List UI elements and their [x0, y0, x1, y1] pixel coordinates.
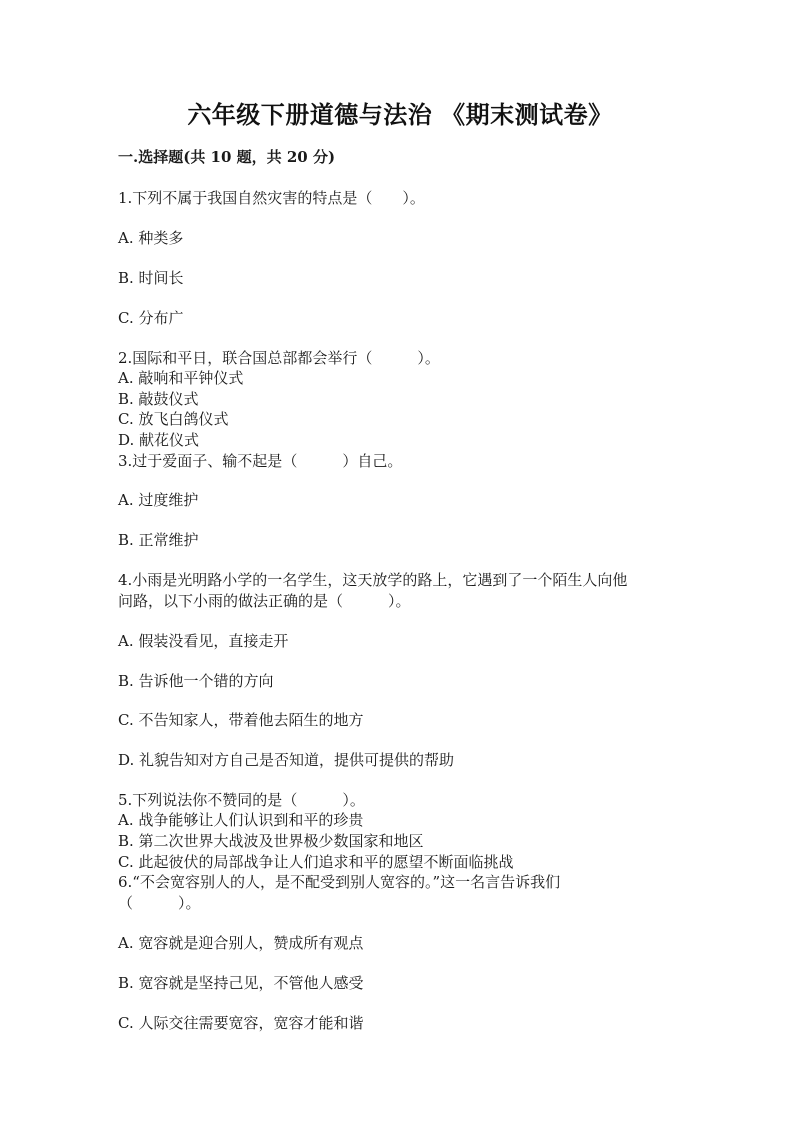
question-4-stem-line-1: 4.小雨是光明路小学的一名学生，这天放学的路上，它遇到了一个陌生人向他: [118, 571, 628, 589]
question-1-option-c: C. 分布广: [118, 309, 184, 327]
question-4-option-d: D. 礼貌告知对方自己是否知道，提供可提供的帮助: [118, 751, 455, 769]
question-5-stem: 5.下列说法你不赞同的是（ ）。: [118, 791, 365, 809]
question-6-option-c: C. 人际交往需要宽容，宽容才能和谐: [118, 1014, 364, 1032]
question-1-option-b: B. 时间长: [118, 269, 184, 287]
question-3-option-b: B. 正常维护: [118, 531, 199, 549]
question-2-option-b: B. 敲鼓仪式: [118, 390, 199, 408]
question-4-stem-line-2: 问路，以下小雨的做法正确的是（ ）。: [118, 592, 411, 610]
question-5-option-c: C. 此起彼伏的局部战争让人们追求和平的愿望不断面临挑战: [118, 853, 514, 871]
section-heading: 一.选择题(共 10 题，共 20 分): [118, 148, 336, 166]
question-2-option-c: C. 放飞白鸽仪式: [118, 410, 229, 428]
question-4-option-b: B. 告诉他一个错的方向: [118, 672, 274, 690]
question-5-option-b: B. 第二次世界大战波及世界极少数国家和地区: [118, 832, 424, 850]
question-5-option-a: A. 战争能够让人们认识到和平的珍贵: [118, 811, 364, 829]
question-4-option-c: C. 不告知家人，带着他去陌生的地方: [118, 711, 364, 729]
question-2-stem: 2.国际和平日，联合国总部都会举行（ ）。: [118, 349, 440, 367]
exam-title: 六年级下册道德与法治 《期末测试卷》: [187, 100, 613, 129]
question-6-option-b: B. 宽容就是坚持己见，不管他人感受: [118, 974, 364, 992]
question-3-option-a: A. 过度维护: [118, 491, 199, 509]
question-1-stem: 1.下列不属于我国自然灾害的特点是（ ）。: [118, 189, 425, 207]
question-3-stem: 3.过于爱面子、输不起是（ ）自己。: [118, 452, 403, 470]
question-1-option-a: A. 种类多: [118, 229, 184, 247]
question-6-stem-line-2: （ ）。: [118, 894, 201, 912]
question-2-option-d: D. 献花仪式: [118, 431, 200, 449]
question-6-stem-line-1: 6.“不会宽容别人的人，是不配受到别人宽容的。”这一名言告诉我们: [118, 873, 561, 891]
question-6-option-a: A. 宽容就是迎合别人，赞成所有观点: [118, 934, 364, 952]
question-4-option-a: A. 假装没看见，直接走开: [118, 632, 289, 650]
question-2-option-a: A. 敲响和平钟仪式: [118, 369, 244, 387]
